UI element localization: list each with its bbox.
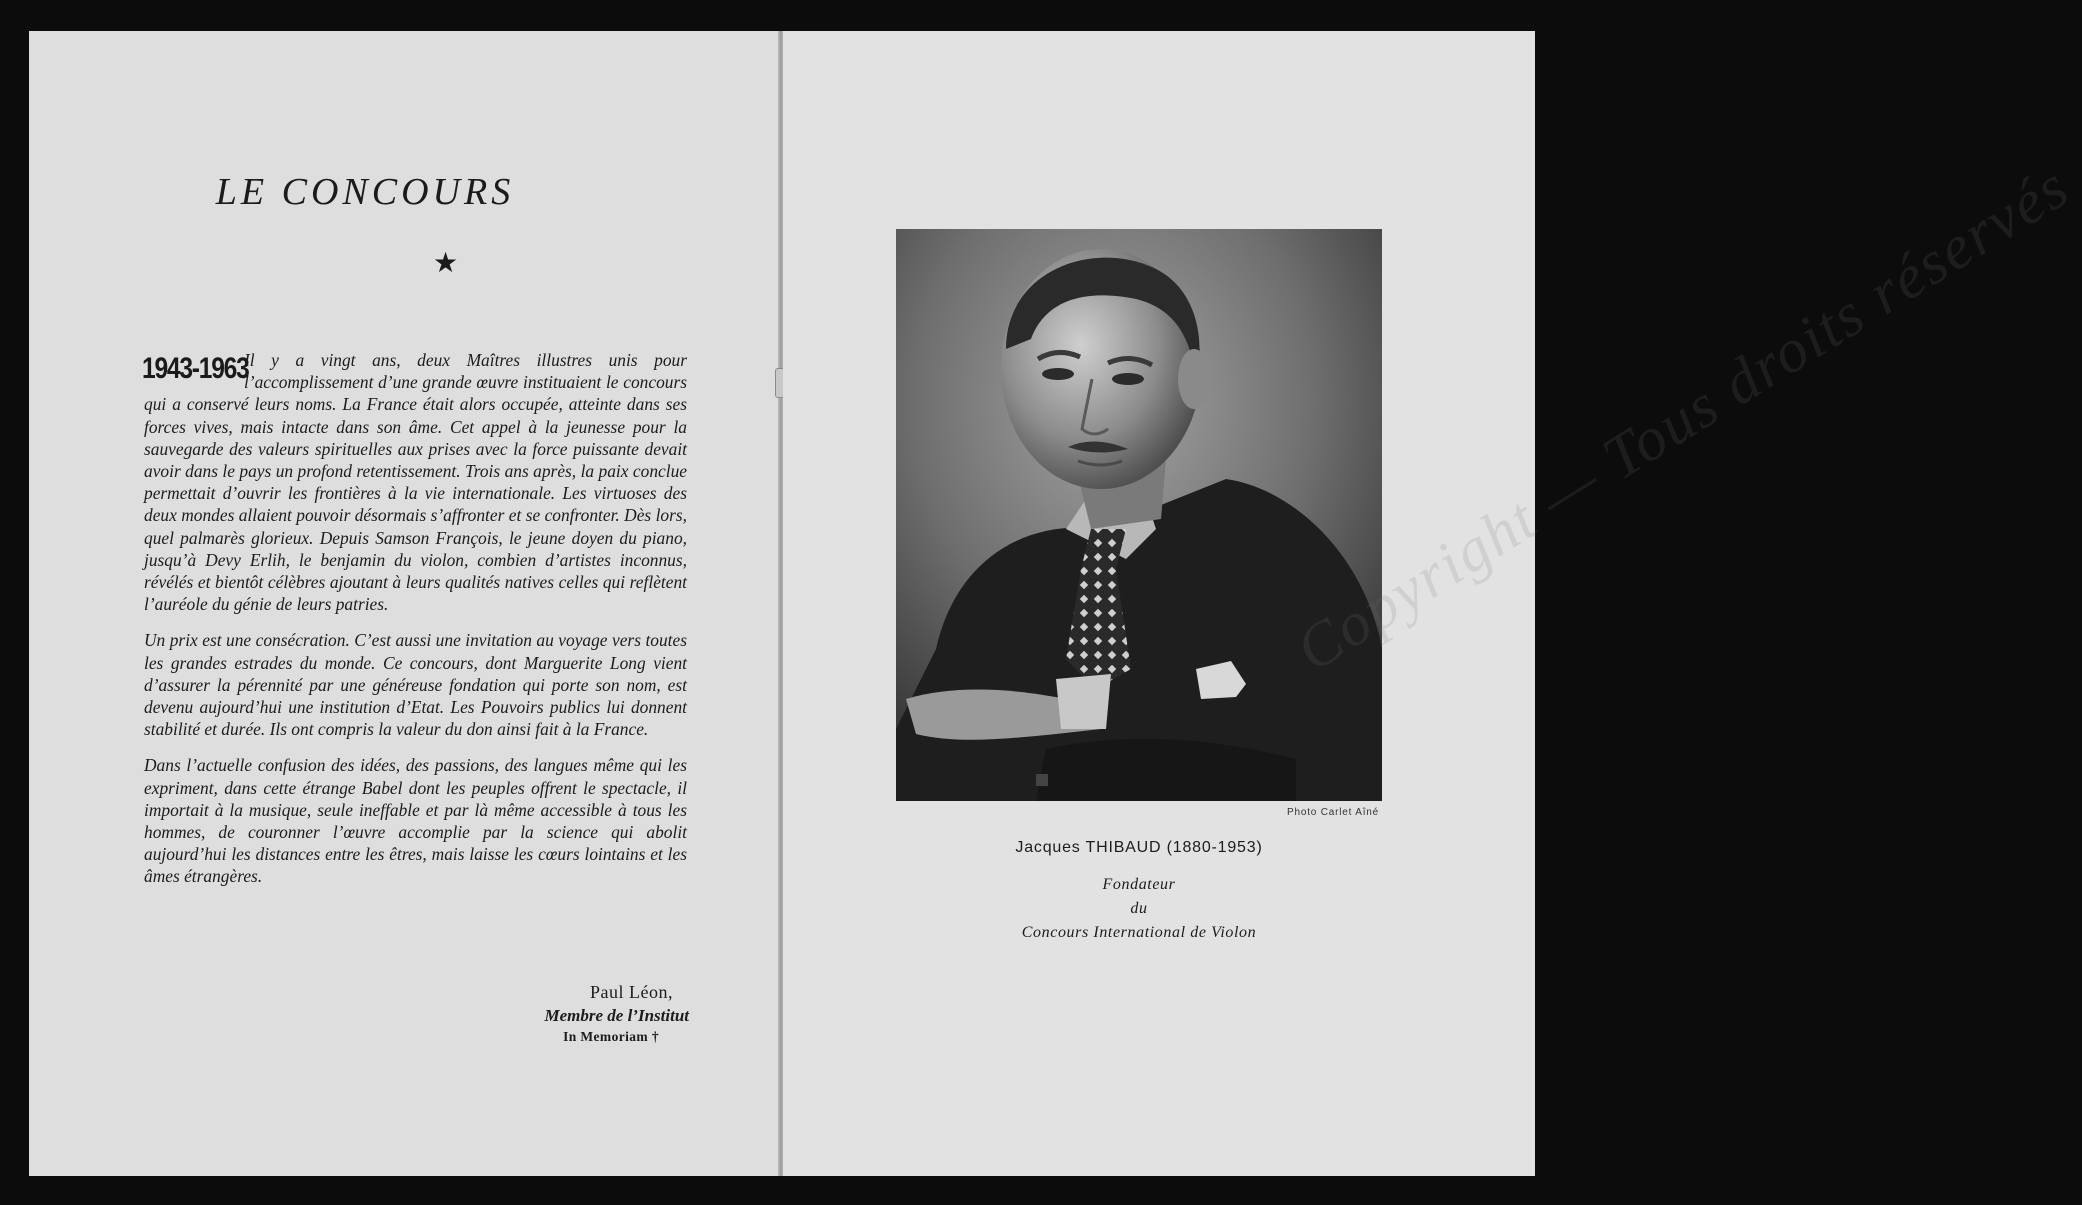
paragraph-1: [144, 349, 687, 615]
star-ornament-icon: ★: [433, 248, 459, 279]
portrait-photo: [896, 229, 1382, 801]
author-name: Paul Léon,: [590, 982, 673, 1002]
years-heading: 1943-1963: [142, 352, 249, 385]
caption-line-3: Concours International de Violon: [1021, 924, 1257, 941]
caption-line-2: du: [1130, 900, 1148, 917]
paragraph-1-text: Il y a vingt ans, deux Maîtres illustres unis pour l’accomplissement d’une grande œuvre instituaient le concours qui a conservé leurs noms. La France était alors occupée, atteinte dans ses forces vives, mais intacte dans son âme. Cet appel à la jeunesse pour la sauvegarde des valeurs spirituelles aux prises avec la force puissante devait avoir dans le pays un profond retentissement. Trois ans après, la paix conclue permettait d’ouvrir les frontières à la vie internationale. Les virtuoses des deux mondes allaient pouvoir désormais s’affronter et se confronter. Dès lors, quel palmarès glorieux. Depuis Samson François, le jeune doyen du piano, jusqu’à Devy Erlih, le benjamin du violon, combien d’artistes inconnus, révélés et bientôt célèbres ajoutant à leurs qualités natives celles qui reflètent l’auréole du génie de leurs patries.: [144, 350, 687, 615]
paragraph-2: Un prix est une consécration. C’est aussi une invitation au voyage vers toutes les grandes estrades du monde. Ce concours, dont Marguerite Long vient d’assurer la pérennité par une généreuse fondation qui porte son nom, est devenu aujourd’hui une institution d’Etat. Les Pouvoirs publics lui donnent stabilité et durée. Ils ont compris la valeur du don ainsi fait à la France.: [144, 630, 687, 740]
article-body: [144, 349, 687, 902]
signature-block: [469, 982, 689, 1045]
photo-credit: Photo Carlet Aîné: [1287, 807, 1379, 818]
right-page: [783, 31, 2082, 1176]
paragraph-3: Dans l’actuelle confusion des idées, des passions, des langues même qui les expriment, dans cette étrange Babel dont les peuples offrent le spectacle, il importait à la musique, seule ineffable et par là même accessible à tous les hommes, de couronner l’œuvre accomplie par la science qui abolit aujourd’hui les distances entre les êtres, mais laisse les cœurs lointains et les âmes étrangères.: [144, 755, 687, 887]
portrait-caption-name: Jacques THIBAUD (1880-1953): [1015, 839, 1263, 856]
caption-line-1: Fondateur: [1102, 876, 1176, 893]
left-page: [29, 31, 781, 1176]
page-title: LE CONCOURS: [215, 171, 515, 213]
author-role: Membre de l’Institut: [544, 1006, 689, 1025]
in-memoriam: In Memoriam †: [563, 1029, 659, 1044]
copyright-watermark: Copyright — Tous droits réservés: [1284, 152, 2082, 685]
portrait-illustration: [896, 229, 1382, 801]
